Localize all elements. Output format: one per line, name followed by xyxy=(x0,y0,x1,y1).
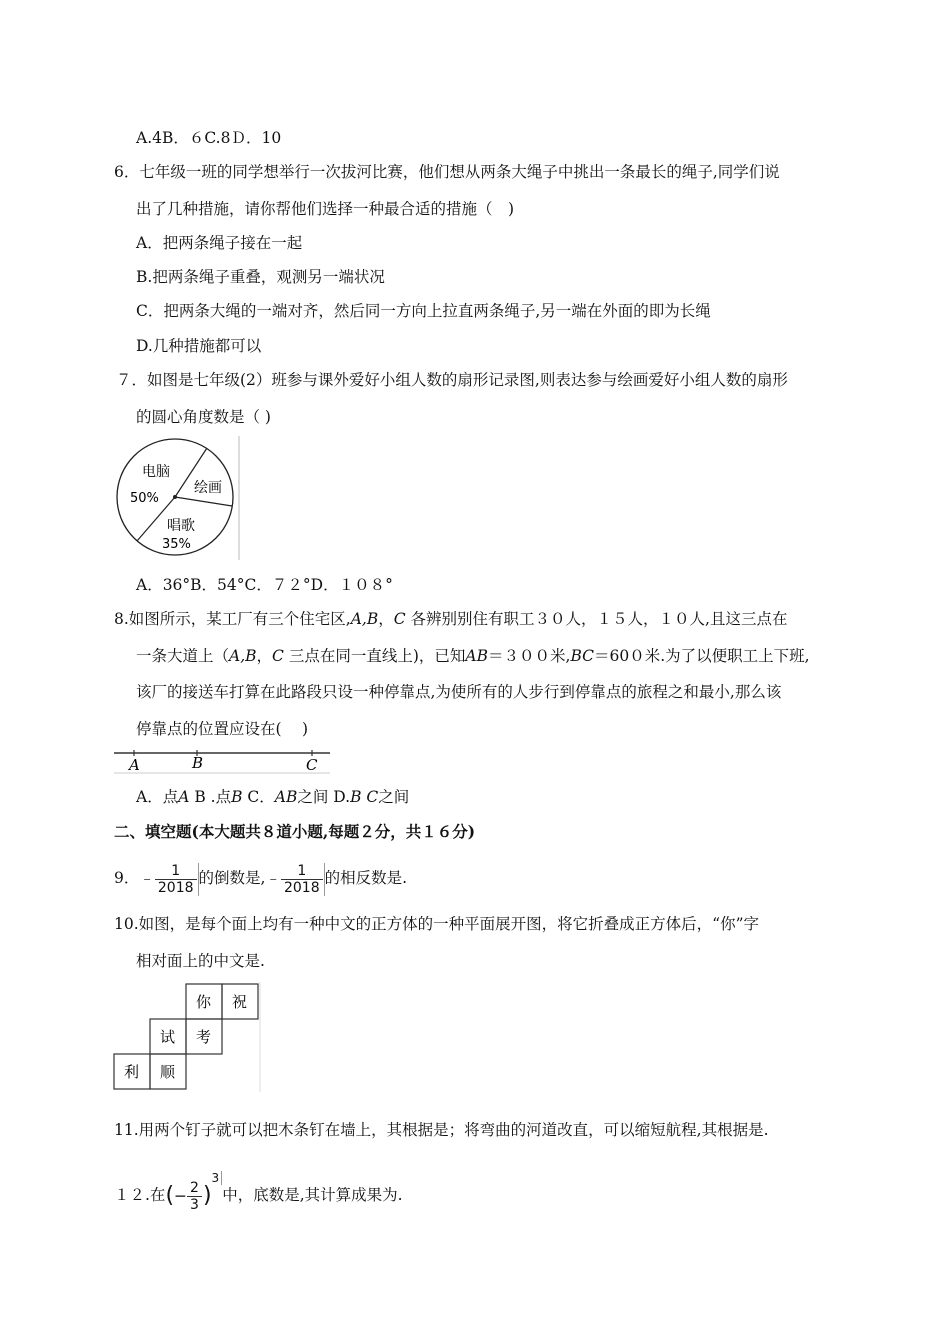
cube-text-shun: 顺 xyxy=(160,1063,176,1081)
pie-label-painting: 绘画 xyxy=(194,480,222,496)
pie-divider-right xyxy=(175,497,232,506)
q8-opt-b: B .点 xyxy=(189,788,232,806)
q6-line1: 6．七年级一班的同学想举行一次拔河比赛，他们想从两条大绳子中挑出一条最长的绳子,同学们说 xyxy=(114,163,780,181)
pie-center xyxy=(173,495,177,499)
q8-l2-comma: ， xyxy=(256,647,273,665)
q8-l2-c: C xyxy=(272,647,284,665)
pie-pct-singing: 35% xyxy=(162,537,191,552)
q8-line3: 该厂的接送车打算在此路段只设一种停靠点,为使所有的人步行到停靠点的旅程之和最小,那么该 xyxy=(136,683,782,701)
q6-option-b: B.把两条绳子重叠，观测另一端状况 xyxy=(136,268,385,286)
q8-opt-d-seg: B C xyxy=(350,788,379,806)
q12-numerator: 2 xyxy=(187,1180,202,1197)
q8-opt-d: 之间 D. xyxy=(297,788,351,806)
pie-label-computer: 电脑 xyxy=(142,464,170,480)
q8-l1-text1: 8.如图所示，某工厂有三个住宅区, xyxy=(114,610,351,628)
cube-text-li: 利 xyxy=(124,1063,140,1081)
q12-line xyxy=(114,1158,403,1216)
q6-line2: 出了几种措施，请你帮他们选择一种最合适的措施（ ) xyxy=(136,200,515,218)
section-heading: 二、填空题(本大题共８道小题,每题２分，共１６分) xyxy=(114,822,476,841)
q7-line1: ７．如图是七年级(2）班参与课外爱好小组人数的扇形记录图,则表达参与绘画爱好小组人数的扇形 xyxy=(116,371,788,389)
q9-minus-2: ﹣ xyxy=(265,869,281,887)
point-a-label: A xyxy=(129,756,140,774)
q8-l2-ab: A,B xyxy=(229,647,257,665)
q12-denominator: 3 xyxy=(190,1196,199,1213)
q8-l2-text4: ＝60０米.为了以便职工上下班, xyxy=(593,647,810,665)
q12-open-paren: ( xyxy=(165,1183,175,1208)
q8-line4: 停靠点的位置应设在( ) xyxy=(136,720,309,738)
q8-l2-BC: BC xyxy=(570,647,594,665)
q12-close-paren: ) xyxy=(202,1183,212,1208)
q8-line2 xyxy=(136,646,810,666)
q12-minus: − xyxy=(174,1187,188,1205)
q10-line2: 相对面上的中文是. xyxy=(136,952,265,970)
cube-net-figure xyxy=(112,982,262,1092)
q6-option-a: A．把两条绳子接在一起 xyxy=(136,234,303,252)
q8-l1-ab: A,B xyxy=(350,610,379,628)
cube-text-ni: 你 xyxy=(196,993,212,1011)
q9-text-mid: 的倒数是, xyxy=(198,869,266,887)
q9-fraction-1 xyxy=(155,863,199,896)
q9-denominator-2: 2018 xyxy=(283,879,320,896)
point-c-label: C xyxy=(306,756,318,774)
q10-line1: 10.如图，是每个面上均有一种中文的正方体的一种平面展开图，将它折叠成正方体后，“你”字 xyxy=(114,915,760,933)
point-b-label: B xyxy=(192,754,204,772)
q9-prefix: 9． xyxy=(114,869,140,887)
q8-l1-text2: 各辨别别住有职工３０人，１５人，１０人,且这三点在 xyxy=(405,610,788,628)
q9-line xyxy=(114,857,407,899)
q7-line2: 的圆心角度数是（ ) xyxy=(136,408,271,426)
cube-text-shi: 试 xyxy=(160,1028,176,1046)
q8-l2-text1: 一条大道上（ xyxy=(136,647,230,665)
q8-opt-a-point: A xyxy=(178,788,190,806)
cube-text-kao: 考 xyxy=(196,1028,212,1046)
q9-minus-1: ﹣ xyxy=(139,869,155,887)
q6-option-d: D.几种措施都可以 xyxy=(136,337,262,355)
q11-line: 11.用两个钉子就可以把木条钉在墙上，其根据是；将弯曲的河道改直，可以缩短航程,其根据是. xyxy=(114,1121,769,1139)
q12-prefix: １２.在 xyxy=(114,1186,166,1204)
q12-exponent: 3 xyxy=(212,1171,223,1185)
q8-line1 xyxy=(114,609,787,629)
pie-label-singing: 唱歌 xyxy=(167,518,195,534)
q8-opt-c: C． xyxy=(242,788,275,806)
q9-suffix: 的相反数是. xyxy=(324,869,408,887)
q8-opt-a: A．点 xyxy=(136,788,179,806)
q9-numerator-1: 1 xyxy=(155,863,197,880)
q8-l2-text2: 三点在同一直线上)，已知 xyxy=(283,647,466,665)
q8-l1-comma: ， xyxy=(378,610,394,628)
q9-denominator-1: 2018 xyxy=(157,879,194,896)
q8-opt-c-seg: AB xyxy=(274,788,298,806)
q7-options: A．36°B．54°C．７２°D．１０８° xyxy=(136,576,393,594)
q6-option-c: C．把两条大绳的一端对齐，然后同一方向上拉直两条绳子,另一端在外面的即为长绳 xyxy=(136,302,711,320)
cube-text-zhu: 祝 xyxy=(232,993,248,1011)
q12-suffix: 中，底数是,其计算成果为. xyxy=(222,1186,403,1204)
q8-l2-text3: ＝３００米, xyxy=(488,647,571,665)
q9-fraction-2 xyxy=(281,863,325,896)
q12-fraction xyxy=(187,1180,203,1213)
q5-options: A.4B．６C.8Ｄ．10 xyxy=(136,129,282,147)
q9-numerator-2: 1 xyxy=(281,863,323,880)
q8-opt-d-tail: 之间 xyxy=(378,788,410,806)
pie-chart-figure xyxy=(112,434,244,562)
road-line-figure xyxy=(112,748,334,776)
q8-opt-b-point: B xyxy=(231,788,243,806)
pie-pct-computer: 50% xyxy=(130,491,159,506)
q8-l2-AB: AB xyxy=(465,647,488,665)
q8-l1-c: C xyxy=(393,610,406,628)
q8-options xyxy=(136,787,409,807)
